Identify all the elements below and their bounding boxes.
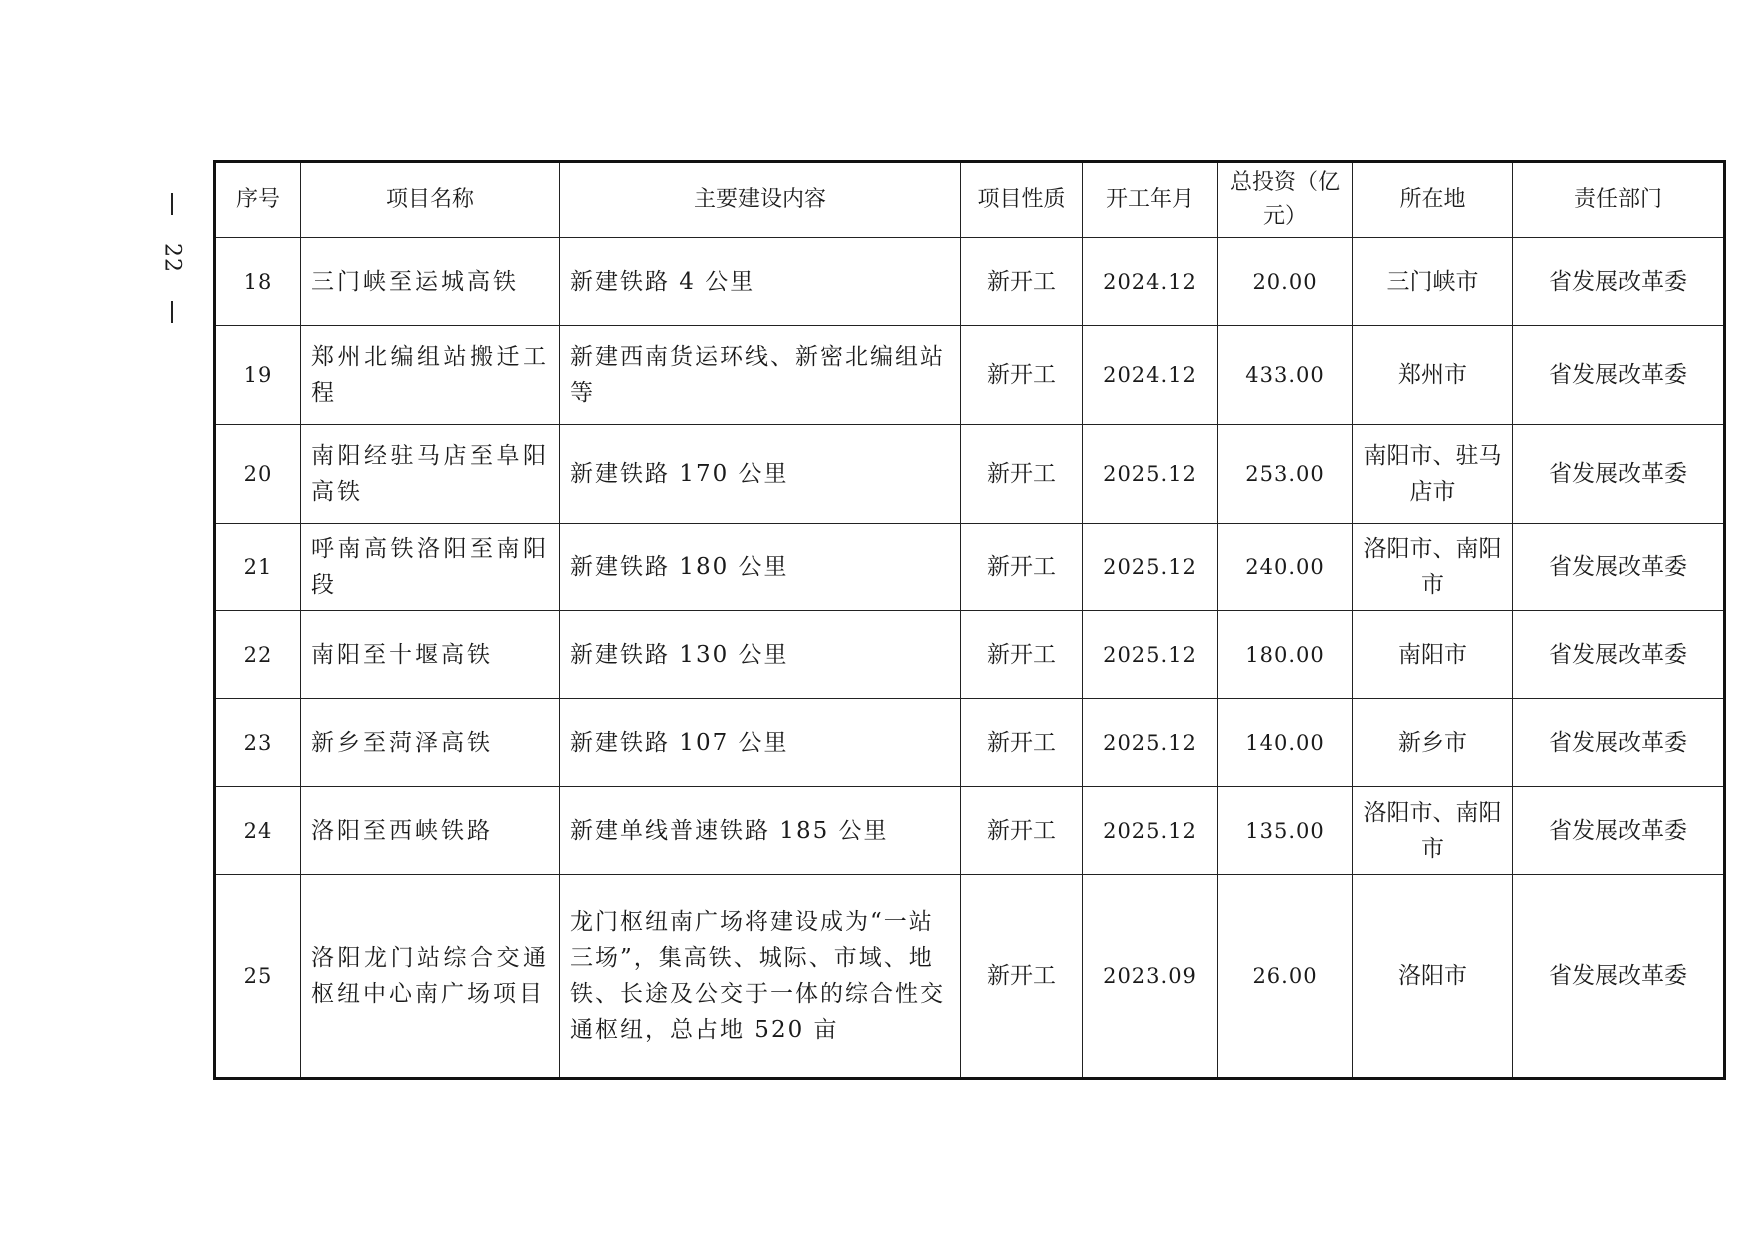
cell-seq: 21: [215, 524, 301, 611]
cell-type: 新开工: [961, 875, 1083, 1079]
cell-date: 2025.12: [1083, 425, 1218, 524]
cell-investment: 26.00: [1218, 875, 1353, 1079]
cell-type: 新开工: [961, 699, 1083, 787]
page-number-text: 22: [159, 243, 185, 273]
cell-name: 洛阳龙门站综合交通枢纽中心南广场项目: [301, 875, 560, 1079]
table-row: [215, 524, 1725, 611]
cell-type: 新开工: [961, 238, 1083, 326]
cell-type: 新开工: [961, 524, 1083, 611]
cell-type: 新开工: [961, 425, 1083, 524]
table-row: [215, 326, 1725, 425]
header-date: 开工年月: [1083, 162, 1218, 238]
cell-name: 南阳经驻马店至阜阳高铁: [301, 425, 560, 524]
cell-name: 新乡至菏泽高铁: [301, 699, 560, 787]
table-row: [215, 425, 1725, 524]
page-number: [152, 193, 192, 323]
cell-content: 新建西南货运环线、新密北编组站等: [560, 326, 961, 425]
cell-type: 新开工: [961, 787, 1083, 875]
table-row: [215, 238, 1725, 326]
cell-name: 呼南高铁洛阳至南阳段: [301, 524, 560, 611]
cell-name: 郑州北编组站搬迁工程: [301, 326, 560, 425]
cell-location: 洛阳市: [1353, 875, 1513, 1079]
cell-date: 2024.12: [1083, 238, 1218, 326]
cell-date: 2025.12: [1083, 787, 1218, 875]
cell-seq: 20: [215, 425, 301, 524]
cell-date: 2023.09: [1083, 875, 1218, 1079]
cell-department: 省发展改革委: [1513, 875, 1725, 1079]
table-header-row: [215, 162, 1725, 238]
table-row: [215, 699, 1725, 787]
cell-investment: 253.00: [1218, 425, 1353, 524]
cell-location: 南阳市、驻马店市: [1353, 425, 1513, 524]
cell-date: 2024.12: [1083, 326, 1218, 425]
cell-department: 省发展改革委: [1513, 611, 1725, 699]
cell-date: 2025.12: [1083, 524, 1218, 611]
cell-investment: 140.00: [1218, 699, 1353, 787]
cell-seq: 25: [215, 875, 301, 1079]
page-number-dash-top: [171, 193, 173, 215]
cell-seq: 22: [215, 611, 301, 699]
header-name: 项目名称: [301, 162, 560, 238]
cell-content: 新建铁路 107 公里: [560, 699, 961, 787]
cell-date: 2025.12: [1083, 699, 1218, 787]
cell-seq: 24: [215, 787, 301, 875]
header-content: 主要建设内容: [560, 162, 961, 238]
cell-content: 新建铁路 180 公里: [560, 524, 961, 611]
cell-name: 洛阳至西峡铁路: [301, 787, 560, 875]
cell-location: 新乡市: [1353, 699, 1513, 787]
cell-content: 新建铁路 130 公里: [560, 611, 961, 699]
cell-type: 新开工: [961, 611, 1083, 699]
cell-department: 省发展改革委: [1513, 238, 1725, 326]
header-seq: 序号: [215, 162, 301, 238]
cell-location: 洛阳市、南阳市: [1353, 787, 1513, 875]
cell-seq: 18: [215, 238, 301, 326]
cell-content: 新建铁路 170 公里: [560, 425, 961, 524]
cell-seq: 19: [215, 326, 301, 425]
table-row: [215, 611, 1725, 699]
cell-investment: 180.00: [1218, 611, 1353, 699]
cell-investment: 135.00: [1218, 787, 1353, 875]
header-type: 项目性质: [961, 162, 1083, 238]
cell-location: 南阳市: [1353, 611, 1513, 699]
cell-location: 郑州市: [1353, 326, 1513, 425]
cell-name: 南阳至十堰高铁: [301, 611, 560, 699]
header-location: 所在地: [1353, 162, 1513, 238]
page-number-dash-bottom: [171, 301, 173, 323]
cell-type: 新开工: [961, 326, 1083, 425]
cell-date: 2025.12: [1083, 611, 1218, 699]
header-department: 责任部门: [1513, 162, 1725, 238]
cell-content: 新建单线普速铁路 185 公里: [560, 787, 961, 875]
cell-investment: 20.00: [1218, 238, 1353, 326]
cell-investment: 240.00: [1218, 524, 1353, 611]
cell-location: 三门峡市: [1353, 238, 1513, 326]
cell-content: 新建铁路 4 公里: [560, 238, 961, 326]
cell-department: 省发展改革委: [1513, 787, 1725, 875]
cell-department: 省发展改革委: [1513, 326, 1725, 425]
projects-table: [213, 160, 1726, 1080]
table-row: [215, 875, 1725, 1079]
cell-department: 省发展改革委: [1513, 699, 1725, 787]
header-investment: 总投资（亿元）: [1218, 162, 1353, 238]
table-row: [215, 787, 1725, 875]
cell-seq: 23: [215, 699, 301, 787]
cell-department: 省发展改革委: [1513, 425, 1725, 524]
cell-investment: 433.00: [1218, 326, 1353, 425]
cell-name: 三门峡至运城高铁: [301, 238, 560, 326]
cell-content: 龙门枢纽南广场将建设成为“一站三场”，集高铁、城际、市域、地铁、长途及公交于一体的综合性交通枢纽，总占地 520 亩: [560, 875, 961, 1079]
cell-department: 省发展改革委: [1513, 524, 1725, 611]
cell-location: 洛阳市、南阳市: [1353, 524, 1513, 611]
